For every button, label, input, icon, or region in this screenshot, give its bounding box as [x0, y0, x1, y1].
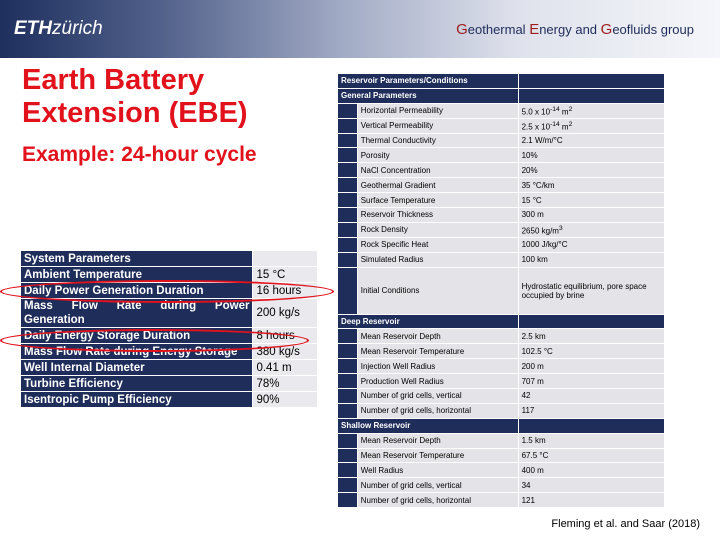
- table-row: Thermal Conductivity 2.1 W/m/°C: [338, 133, 665, 148]
- table-row: Porosity 10%: [338, 148, 665, 163]
- table-row: Rock Density 2650 $kg/m^3$: [338, 222, 665, 237]
- table-row: Isentropic Pump Efficiency 90%: [21, 392, 318, 408]
- table-row: Number of grid cells, vertical 34: [338, 478, 665, 493]
- table-header-row: [21, 251, 318, 267]
- table-row: Mean Reservoir Depth 1.5 km: [338, 433, 665, 448]
- section-row: [338, 418, 665, 433]
- table-row: Geothermal Gradient 35 °C/km: [338, 178, 665, 193]
- table-header-row: [338, 74, 665, 89]
- table-row: Well Radius 400 m: [338, 463, 665, 478]
- section-row: [338, 314, 665, 329]
- table-row: Vertical Permeability 2.5 x $10^{-14}$ $m^2$: [338, 118, 665, 133]
- table-row: Number of grid cells, horizontal 121: [338, 493, 665, 508]
- table-row: Surface Temperature 15 °C: [338, 193, 665, 208]
- table-row: Production Well Radius 707 m: [338, 374, 665, 389]
- table-row: Well Internal Diameter 0.41 m: [21, 360, 318, 376]
- table-row: Mass Flow Rate during Energy Storage 380 kg/s: [21, 344, 318, 360]
- table-row: Daily Power Generation Duration 16 hours: [21, 283, 318, 299]
- table-row: Daily Energy Storage Duration 8 hours: [21, 328, 318, 344]
- general-parameters-header: General Parameters: [338, 88, 519, 103]
- table-row: Mean Reservoir Depth 2.5 km: [338, 329, 665, 344]
- table-row: Mean Reservoir Temperature 67.5 °C: [338, 448, 665, 463]
- reservoir-table-header: Reservoir Parameters/Conditions: [338, 74, 519, 89]
- citation: Fleming et al. and Saar (2018): [551, 518, 700, 530]
- header-banner: [0, 0, 720, 58]
- table-row: Mass Flow Rate during Power Generation 200 kg/s: [21, 299, 318, 328]
- table-row: Injection Well Radius 200 m: [338, 359, 665, 374]
- table-row: Number of grid cells, vertical 42: [338, 389, 665, 404]
- shallow-reservoir-header: Shallow Reservoir: [338, 418, 519, 433]
- section-row: [338, 88, 665, 103]
- highlight-oval-power-duration: [0, 280, 334, 303]
- system-parameters-header: System Parameters: [21, 251, 253, 267]
- table-row: Ambient Temperature 15 °C: [21, 267, 318, 283]
- table-row: Rock Specific Heat 1000 J/kg/°C: [338, 237, 665, 252]
- deep-reservoir-header: Deep Reservoir: [338, 314, 519, 329]
- eth-zurich-logo[interactable]: ETHzürich: [14, 18, 103, 39]
- slide-title: Earth Battery Extension (EBE): [22, 64, 248, 129]
- table-row: Turbine Efficiency 78%: [21, 376, 318, 392]
- table-row: Horizontal Permeability 5.0 x $10^{-14}$ $m^2$: [338, 103, 665, 118]
- reservoir-parameters-table: [337, 73, 665, 508]
- table-row: Reservoir Thickness 300 m: [338, 208, 665, 223]
- table-row: NaCl Concentration 20%: [338, 163, 665, 178]
- table-row: Number of grid cells, horizontal 117: [338, 403, 665, 418]
- slide-subtitle: Example: 24-hour cycle: [22, 143, 257, 166]
- table-row: Initial Conditions Hydrostatic equilibrium, pore space occupied by brine: [338, 267, 665, 314]
- group-name: Geothermal Energy and Geofluids group: [456, 21, 694, 38]
- highlight-oval-storage-duration: [0, 329, 309, 352]
- table-row: Simulated Radius 100 km: [338, 252, 665, 267]
- table-row: Mean Reservoir Temperature 102.5 °C: [338, 344, 665, 359]
